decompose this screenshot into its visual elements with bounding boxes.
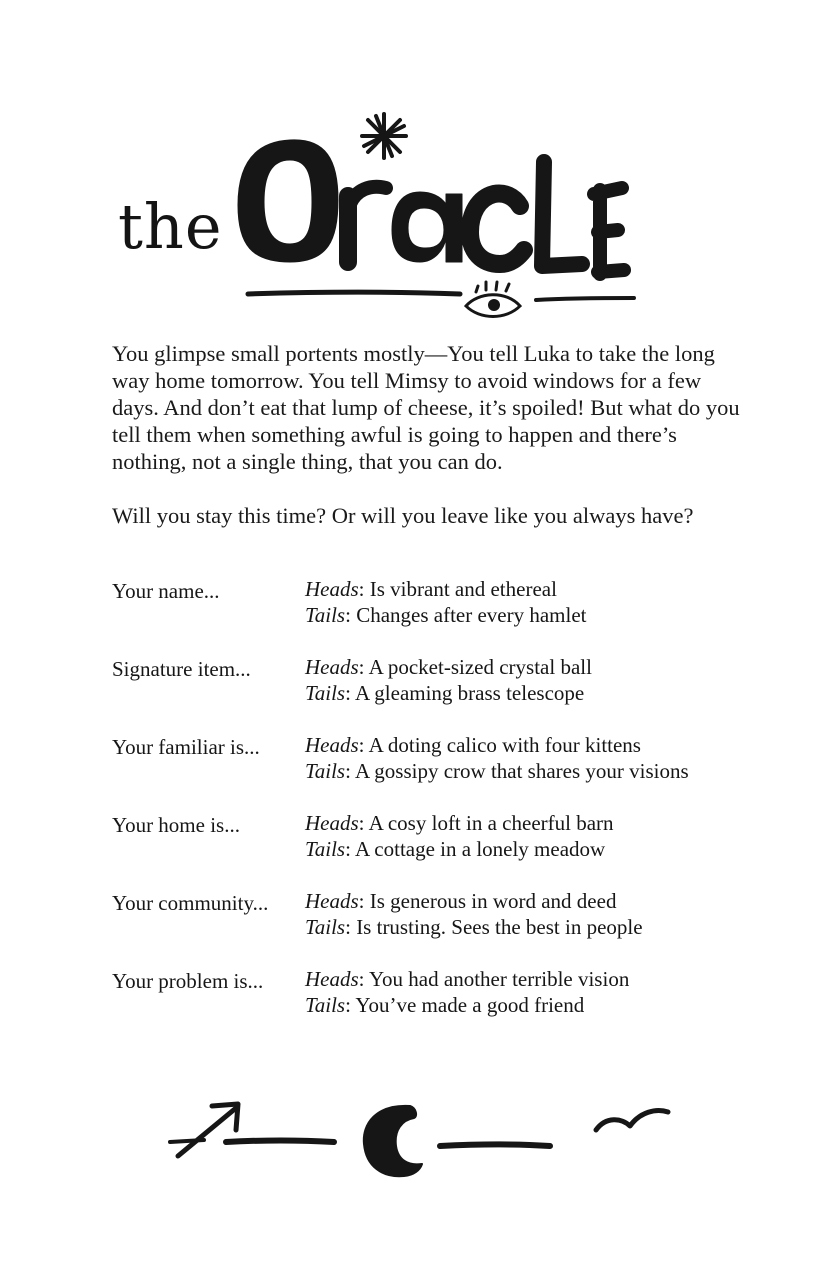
heads-option <box>305 810 765 836</box>
heads-option <box>305 966 765 992</box>
title-block <box>0 0 825 340</box>
colon: : <box>358 811 365 835</box>
row-label: Your name... <box>112 579 220 603</box>
title-word-lettering <box>238 140 634 300</box>
tails-label: Tails <box>305 915 346 939</box>
footer-decoration <box>0 1060 825 1220</box>
row-options <box>305 654 765 706</box>
bird-icon <box>596 1111 668 1130</box>
row-options <box>305 810 765 862</box>
row-options <box>305 888 765 940</box>
table-row <box>112 888 752 966</box>
colon: : <box>345 915 351 939</box>
heads-text: A doting calico with four kittens <box>364 733 641 757</box>
tails-text: A gossipy crow that shares your visions <box>350 759 689 783</box>
heads-label: Heads <box>305 889 359 913</box>
intro-text <box>112 340 752 529</box>
tails-label: Tails <box>305 993 346 1017</box>
heads-label: Heads <box>305 655 359 679</box>
colon: : <box>345 837 351 861</box>
colon: : <box>345 681 351 705</box>
heads-option <box>305 576 765 602</box>
coin-toss-table <box>112 576 752 1044</box>
tails-option <box>305 602 765 628</box>
tails-option <box>305 758 765 784</box>
sparkle-icon <box>362 114 406 158</box>
tails-text: A cottage in a lonely meadow <box>350 837 606 861</box>
tails-option <box>305 836 765 862</box>
crescent-moon-icon <box>364 1106 550 1176</box>
sagittarius-arrow-icon <box>170 1104 334 1156</box>
intro-question: Will you stay this time? Or will you leave like you always have? <box>112 503 694 528</box>
row-label: Your problem is... <box>112 969 264 993</box>
heads-option <box>305 654 765 680</box>
title-article: the <box>118 190 223 263</box>
tails-text: Changes after every hamlet <box>350 603 587 627</box>
heads-text: A cosy loft in a cheerful barn <box>364 811 614 835</box>
colon: : <box>345 603 351 627</box>
tails-option <box>305 914 765 940</box>
heads-text: Is vibrant and ethereal <box>364 577 557 601</box>
row-label: Signature item... <box>112 657 251 681</box>
tails-label: Tails <box>305 759 346 783</box>
colon: : <box>345 759 351 783</box>
heads-label: Heads <box>305 733 359 757</box>
tails-option <box>305 992 765 1018</box>
tails-text: Is trusting. Sees the best in people <box>350 915 643 939</box>
heads-option <box>305 732 765 758</box>
tails-text: You’ve made a good friend <box>350 993 585 1017</box>
heads-option <box>305 888 765 914</box>
heads-label: Heads <box>305 967 359 991</box>
colon: : <box>358 889 365 913</box>
table-row <box>112 654 752 732</box>
intro-paragraph: You glimpse small portents mostly—You tell Luka to take the long way home tomorrow. You tell Mimsy to avoid windows for a few days. And don’t eat that lump of cheese, it’s spoiled! But what do you tell them when something awful is going to happen and there’s nothing, not a single thing, that you can do. <box>112 341 740 474</box>
heads-label: Heads <box>305 577 359 601</box>
colon: : <box>345 993 351 1017</box>
row-options <box>305 732 765 784</box>
tails-label: Tails <box>305 681 346 705</box>
row-options <box>305 966 765 1018</box>
row-label: Your home is... <box>112 813 240 837</box>
row-label: Your familiar is... <box>112 735 260 759</box>
table-row <box>112 966 752 1044</box>
table-row <box>112 810 752 888</box>
heads-label: Heads <box>305 811 359 835</box>
heads-text: Is generous in word and deed <box>364 889 617 913</box>
title-lettering <box>0 0 825 340</box>
colon: : <box>358 733 365 757</box>
table-row <box>112 576 752 654</box>
colon: : <box>358 655 365 679</box>
table-row <box>112 732 752 810</box>
colon: : <box>358 577 365 601</box>
row-label: Your community... <box>112 891 269 915</box>
tails-label: Tails <box>305 837 346 861</box>
eye-icon <box>466 282 520 317</box>
heads-text: You had another terrible vision <box>364 967 630 991</box>
tails-text: A gleaming brass telescope <box>350 681 585 705</box>
tails-label: Tails <box>305 603 346 627</box>
colon: : <box>358 967 365 991</box>
tails-option <box>305 680 765 706</box>
row-options <box>305 576 765 628</box>
heads-text: A pocket-sized crystal ball <box>364 655 592 679</box>
